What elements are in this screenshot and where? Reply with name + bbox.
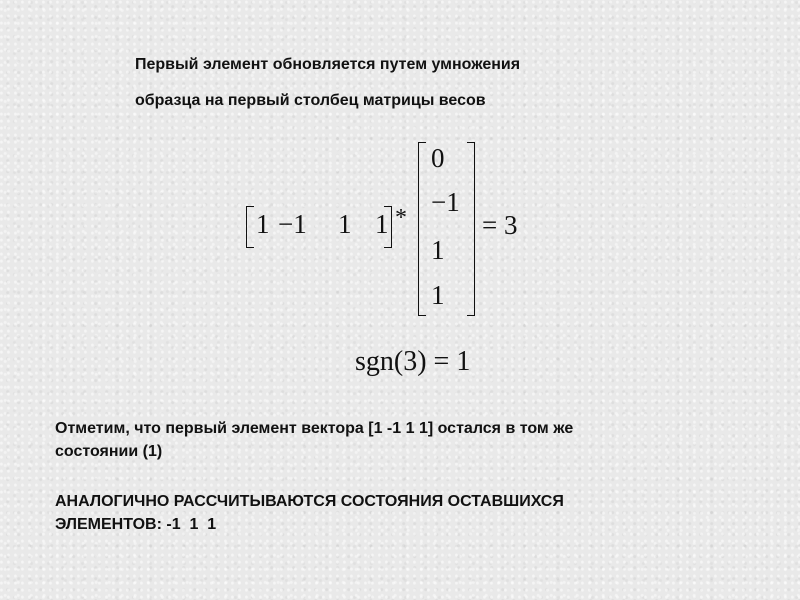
sign-equation: sgn(3) = 1 [355, 346, 471, 377]
row-vector-element: −1 [278, 209, 307, 239]
column-vector-element: 1 [431, 280, 445, 310]
conclusion-paragraph [55, 490, 755, 536]
row-vector-element: 1 [256, 209, 270, 239]
row-vector-right-bracket [384, 206, 392, 248]
conclusion-line-2: ЭЛЕМЕНТОВ: -1 1 1 [55, 516, 217, 533]
note-line-1: Отметим, что первый элемент вектора [1 -1 1 1] остался в том же [55, 420, 574, 437]
row-vector-element: 1 [338, 209, 352, 239]
column-vector-element: −1 [431, 187, 460, 217]
multiply-operator: * [395, 205, 407, 231]
heading-line-1: Первый элемент обновляется путем умножения [135, 56, 521, 73]
column-vector-element: 1 [431, 235, 445, 265]
column-vector-element: 0 [431, 143, 445, 173]
note-paragraph [55, 417, 755, 463]
heading-line-2: образца на первый столбец матрицы весов [135, 92, 486, 109]
row-vector-element: 1 [375, 209, 389, 239]
column-vector-left-bracket [418, 142, 426, 316]
note-line-2: состоянии (1) [55, 443, 163, 460]
conclusion-line-1: АНАЛОГИЧНО РАССЧИТЫВАЮТСЯ СОСТОЯНИЯ ОСТАВШИХСЯ [55, 493, 564, 510]
equation-result: = 3 [482, 210, 518, 240]
row-vector-left-bracket [246, 206, 254, 248]
column-vector-right-bracket [467, 142, 475, 316]
slide-heading [135, 47, 695, 119]
